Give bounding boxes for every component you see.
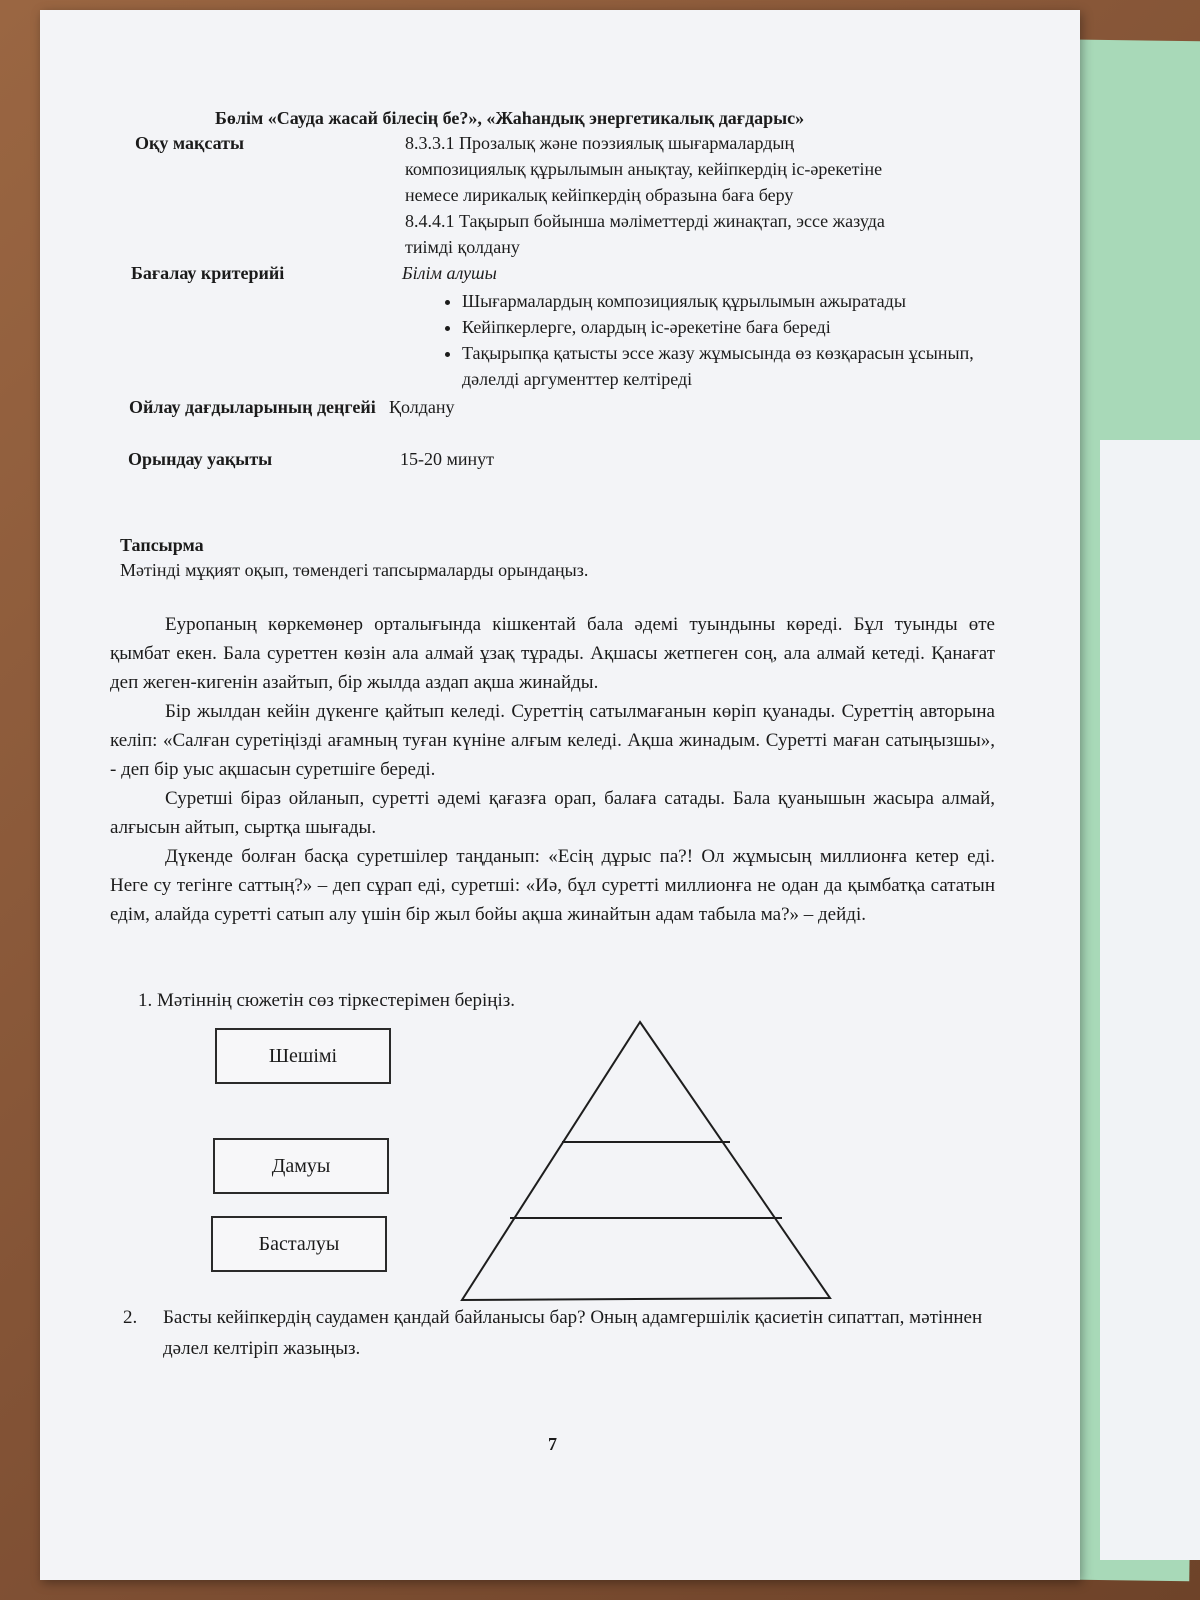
question-2-text: Басты кейіпкердің саудамен қандай байланысы бар? Оның адамгершілік қасиетін сипаттап, мәтіннен дәлел келтіріп жазыңыз. [163, 1307, 983, 1359]
goals-value [405, 130, 1015, 260]
page-number: 7 [548, 1434, 557, 1454]
criteria-intro: Білім алушы [402, 263, 497, 283]
info-table [128, 130, 1035, 472]
plot-box-label: Дамуы [271, 1154, 331, 1177]
plot-box-label: Шешімі [268, 1044, 338, 1067]
goal-line: 8.3.3.1 Прозалық және поэзиялық шығармалардың [405, 133, 795, 153]
time-value: 15-20 минут [400, 449, 495, 469]
plot-box-beginning [211, 1216, 387, 1272]
thinking-value: Қолдану [389, 397, 455, 417]
criteria-value [402, 260, 1012, 392]
plot-pyramid [460, 1020, 840, 1310]
goal-line: 8.4.4.1 Тақырып бойынша мәліметтерді жинақтап, эссе жазуда [405, 211, 885, 231]
task-heading: Тапсырма [120, 535, 204, 555]
story-paragraph: Суретші біраз ойланып, суретті әдемі қағазға орап, балаға сатады. Бала қуанышын жасыра алмай, алғысын айтып, сыртқа шығады. [110, 788, 995, 838]
thinking-label: Ойлау дағдыларының деңгейі [129, 397, 376, 417]
question-2 [123, 1302, 1023, 1364]
task-instruction: Мәтінді мұқият оқып, төмендегі тапсырмаларды орындаңыз. [120, 560, 589, 580]
story-text [110, 610, 995, 929]
paper-underneath [1100, 440, 1200, 1560]
goal-line: немесе лирикалық кейіпкердің образына баға беру [405, 185, 794, 205]
plot-box-label: Басталуы [258, 1232, 340, 1255]
goals-label: Оқу мақсаты [135, 133, 245, 153]
story-paragraph: Бір жылдан кейін дүкенге қайтып келеді. Суреттің сатылмағанын көріп қуанады. Суреттің авторына келіп: «Салған суретіңізді ағамның туған күніне алғым келеді. Ақша жинадым. Суретті маған сатыңызшы», - деп бір уыс ақшасын суретшіге береді. [110, 701, 995, 780]
section-title: Бөлім «Сауда жасай білесің бе?», «Жаһандық энергетикалық дағдарыс» [215, 108, 805, 128]
criteria-list [402, 288, 1012, 392]
goal-line: композициялық құрылымын анықтау, кейіпкердің іс-әрекетіне [405, 159, 883, 179]
time-row [128, 446, 1035, 472]
criteria-item: • Шығармалардың композициялық құрылымын ажыратады [462, 288, 1012, 314]
plot-box-resolution [215, 1028, 391, 1084]
criteria-label: Бағалау критерийі [131, 263, 285, 283]
question-1: 1. Мәтіннің сюжетін сөз тіркестерімен беріңіз. [138, 990, 515, 1011]
criteria-item: • Тақырыпқа қатысты эссе жазу жұмысында өз көзқарасын ұсынып, дәлелді аргументтер келтіреді [462, 340, 1012, 392]
goal-line: тиімді қолдану [405, 237, 520, 257]
plot-box-development [213, 1138, 389, 1194]
pyramid-outline [462, 1022, 830, 1300]
criteria-row [131, 260, 1035, 392]
thinking-row [129, 394, 1035, 420]
story-paragraph: Дүкенде болған басқа суретшілер таңданып: «Есің дұрыс па?! Ол жұмысың миллионға кетер еді. Неге су тегінге саттың?» – деп сұрап еді, суретші: «Иә, бұл суретті миллионға не одан да қымбатқа сататын едім, алайда суретті сатып алу үшін бір жыл бойы ақша жинайтын адам табыла ма?» – дейді. [110, 846, 995, 925]
criteria-item: • Кейіпкерлерге, олардың іс-әрекетіне баға береді [462, 314, 1012, 340]
worksheet-page [40, 10, 1080, 1580]
goals-row [135, 130, 1035, 260]
question-2-number: 2. [123, 1307, 138, 1328]
story-paragraph: Еуропаның көркемөнер орталығында кішкентай бала әдемі туындыны көреді. Бұл туынды өте қымбат екен. Бала суреттен көзін ала алмай ұзақ тұрады. Ақшасы жетпеген соң, ала алмай кетеді. Қанағат деп жеген-кигенін азайтып, бір жылда аздап ақша жинайды. [110, 614, 995, 693]
time-label: Орындау уақыты [128, 449, 273, 469]
